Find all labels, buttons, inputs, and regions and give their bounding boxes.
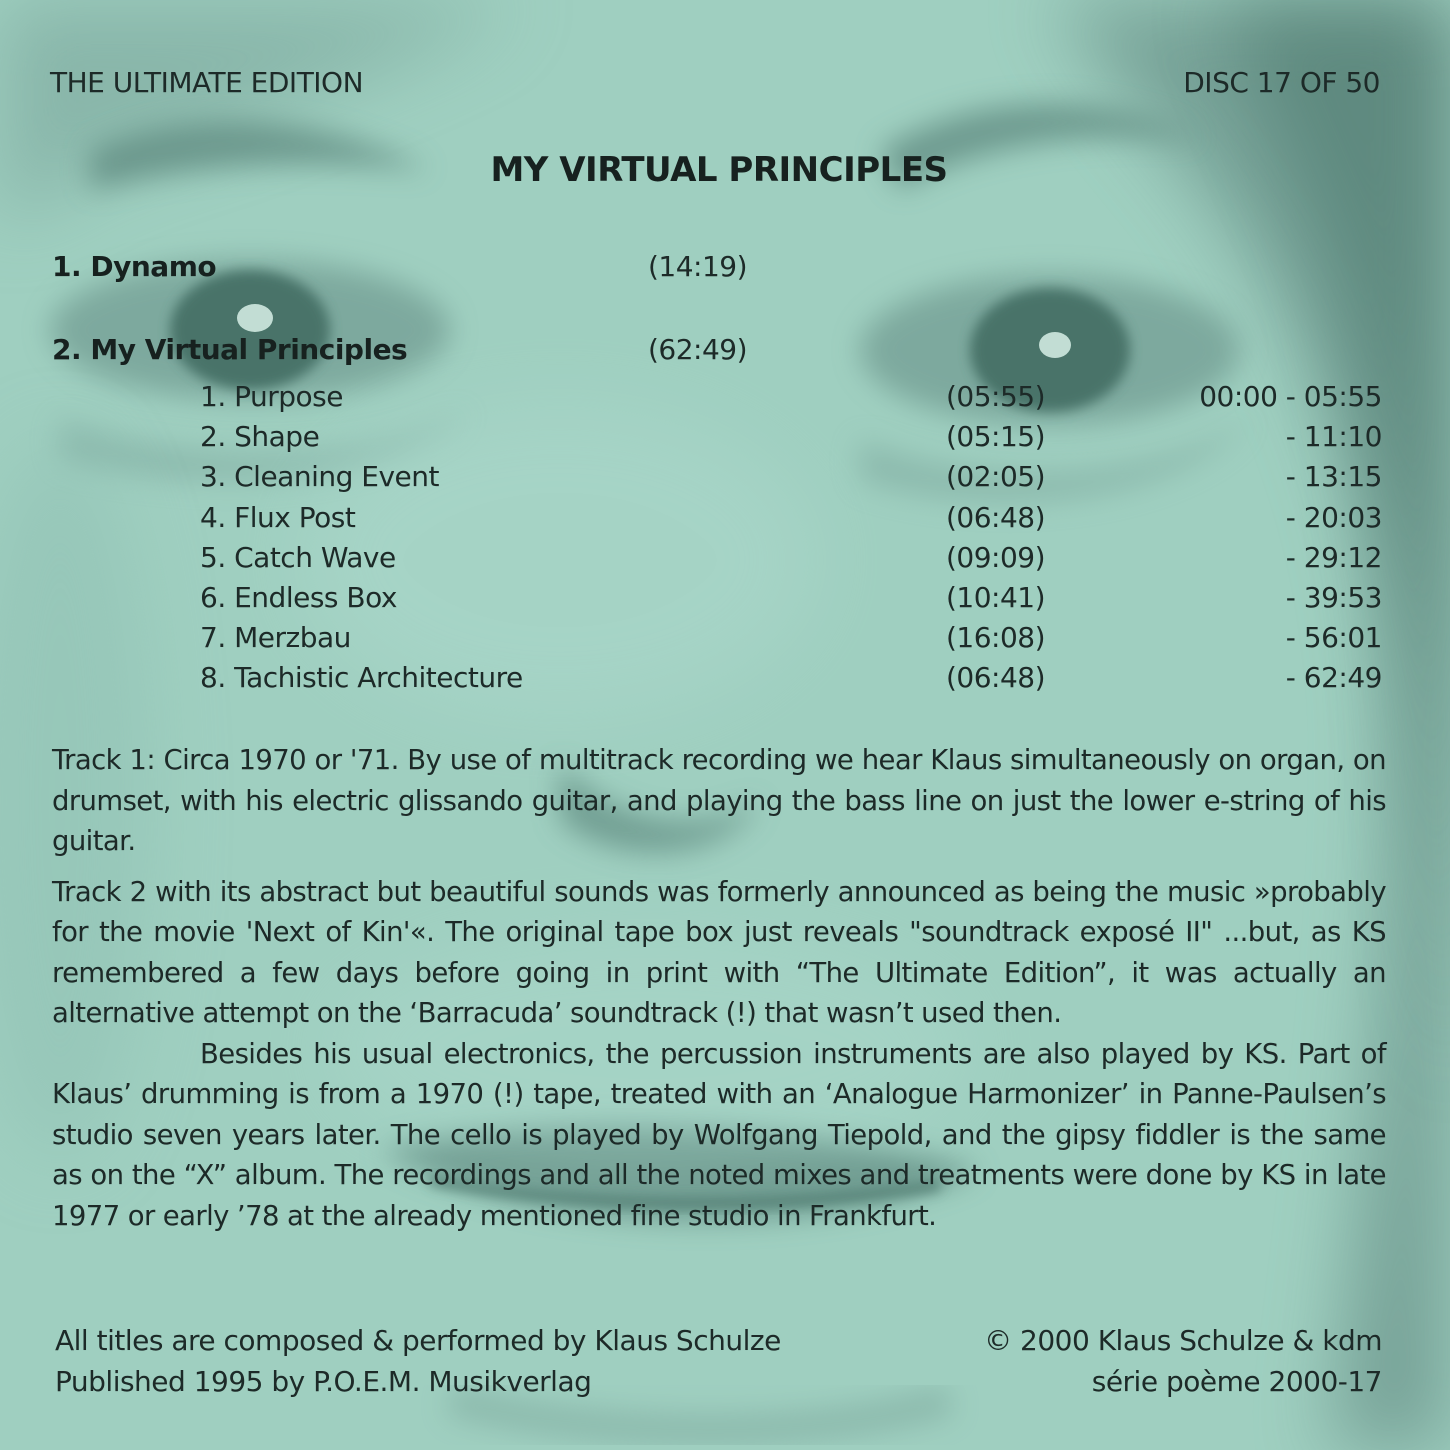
subtrack-row [200, 621, 1382, 661]
subtrack-title: 2. Shape [200, 420, 320, 454]
series-number: série poème 2000-17 [1091, 1365, 1382, 1398]
subtrack-title: 1. Purpose [200, 380, 343, 413]
copyright-block [984, 1320, 1382, 1402]
subtrack-duration: (02:05) [946, 460, 1046, 494]
disc-number: DISC 17 OF 50 [1183, 66, 1380, 99]
subtrack-duration: (05:15) [946, 420, 1046, 454]
subtrack-title: 3. Cleaning Event [200, 460, 439, 494]
subtrack-time-range: - 11:10 [1285, 420, 1382, 454]
track-1-duration: (14:19) [648, 250, 748, 283]
track-2-title: 2. My Virtual Principles [52, 333, 408, 366]
subtrack-title: 8. Tachistic Architecture [200, 661, 523, 695]
subtrack-time-range: - 62:49 [1285, 661, 1382, 695]
track-2-duration: (62:49) [648, 333, 748, 366]
subtrack-duration: (10:41) [946, 580, 1046, 614]
subtrack-time-range: - 20:03 [1285, 500, 1382, 534]
liner-notes-paragraph-3: Besides his usual electronics, the percussion instruments are also played by KS. Part of Klaus’ drumming is from a 1970 (!) tape, treated with an ‘Analogue Harmonizer’ in Panne-Paulsen’s studio seven years later. The cello is played by Wolfgang Tiepold, and the gipsy fiddler is the same as on the “X” album. The recordings and all the noted mixes and treatments were done by KS in late 1977 or early ’78 at the already mentioned fine studio in Frankfurt. [52, 1037, 1386, 1232]
subtrack-row [200, 420, 1382, 460]
subtrack-row [200, 501, 1382, 541]
liner-notes-paragraph-1: Track 1: Circa 1970 or '71. By use of multitrack recording we hear Klaus simultaneously on organ, on drumset, with his electric glissando guitar, and playing the bass line on just the lower e-string of his guitar. [52, 744, 1386, 857]
subtrack-title: 7. Merzbau [200, 621, 351, 655]
publisher-credit: Published 1995 by P.O.E.M. Musikverlag [55, 1365, 592, 1398]
liner-notes-paragraph-2: Track 2 with its abstract but beautiful sounds was formerly announced as being the music »probably for the movie 'Next of Kin'«. The original tape box just reveals "soundtrack exposé II" ...but, as KS remembered a few days before going in print with “The Ultimate Edition”, it was actually an alternative attempt on the ‘Barracuda’ soundtrack (!) that wasn’t used then. [52, 875, 1386, 1029]
credits [55, 1320, 781, 1402]
liner-notes [52, 740, 1386, 1246]
subtrack-row [200, 661, 1382, 701]
subtrack-duration: (09:09) [946, 540, 1046, 574]
subtrack-row [200, 581, 1382, 621]
subtrack-time-range: - 56:01 [1285, 621, 1382, 655]
subtrack-title: 4. Flux Post [200, 500, 356, 534]
subtrack-title: 6. Endless Box [200, 580, 397, 614]
album-title: MY VIRTUAL PRINCIPLES [490, 150, 948, 190]
subtrack-list [200, 380, 1382, 702]
subtrack-duration: (05:55) [946, 380, 1046, 413]
subtrack-time-range: 00:00 - 05:55 [1199, 380, 1382, 413]
track-1-title: 1. Dynamo [52, 250, 217, 283]
subtrack-row [200, 460, 1382, 500]
composer-credit: All titles are composed & performed by Klaus Schulze [55, 1324, 781, 1357]
subtrack-duration: (16:08) [946, 621, 1046, 655]
subtrack-time-range: - 29:12 [1285, 540, 1382, 574]
subtrack-time-range: - 39:53 [1285, 580, 1382, 614]
subtrack-duration: (06:48) [946, 500, 1046, 534]
subtrack-duration: (06:48) [946, 661, 1046, 695]
copyright-notice: © 2000 Klaus Schulze & kdm [984, 1324, 1382, 1357]
edition-label: THE ULTIMATE EDITION [50, 66, 364, 99]
subtrack-time-range: - 13:15 [1285, 460, 1382, 494]
subtrack-title: 5. Catch Wave [200, 540, 396, 574]
subtrack-row [200, 541, 1382, 581]
subtrack-row [200, 380, 1382, 420]
